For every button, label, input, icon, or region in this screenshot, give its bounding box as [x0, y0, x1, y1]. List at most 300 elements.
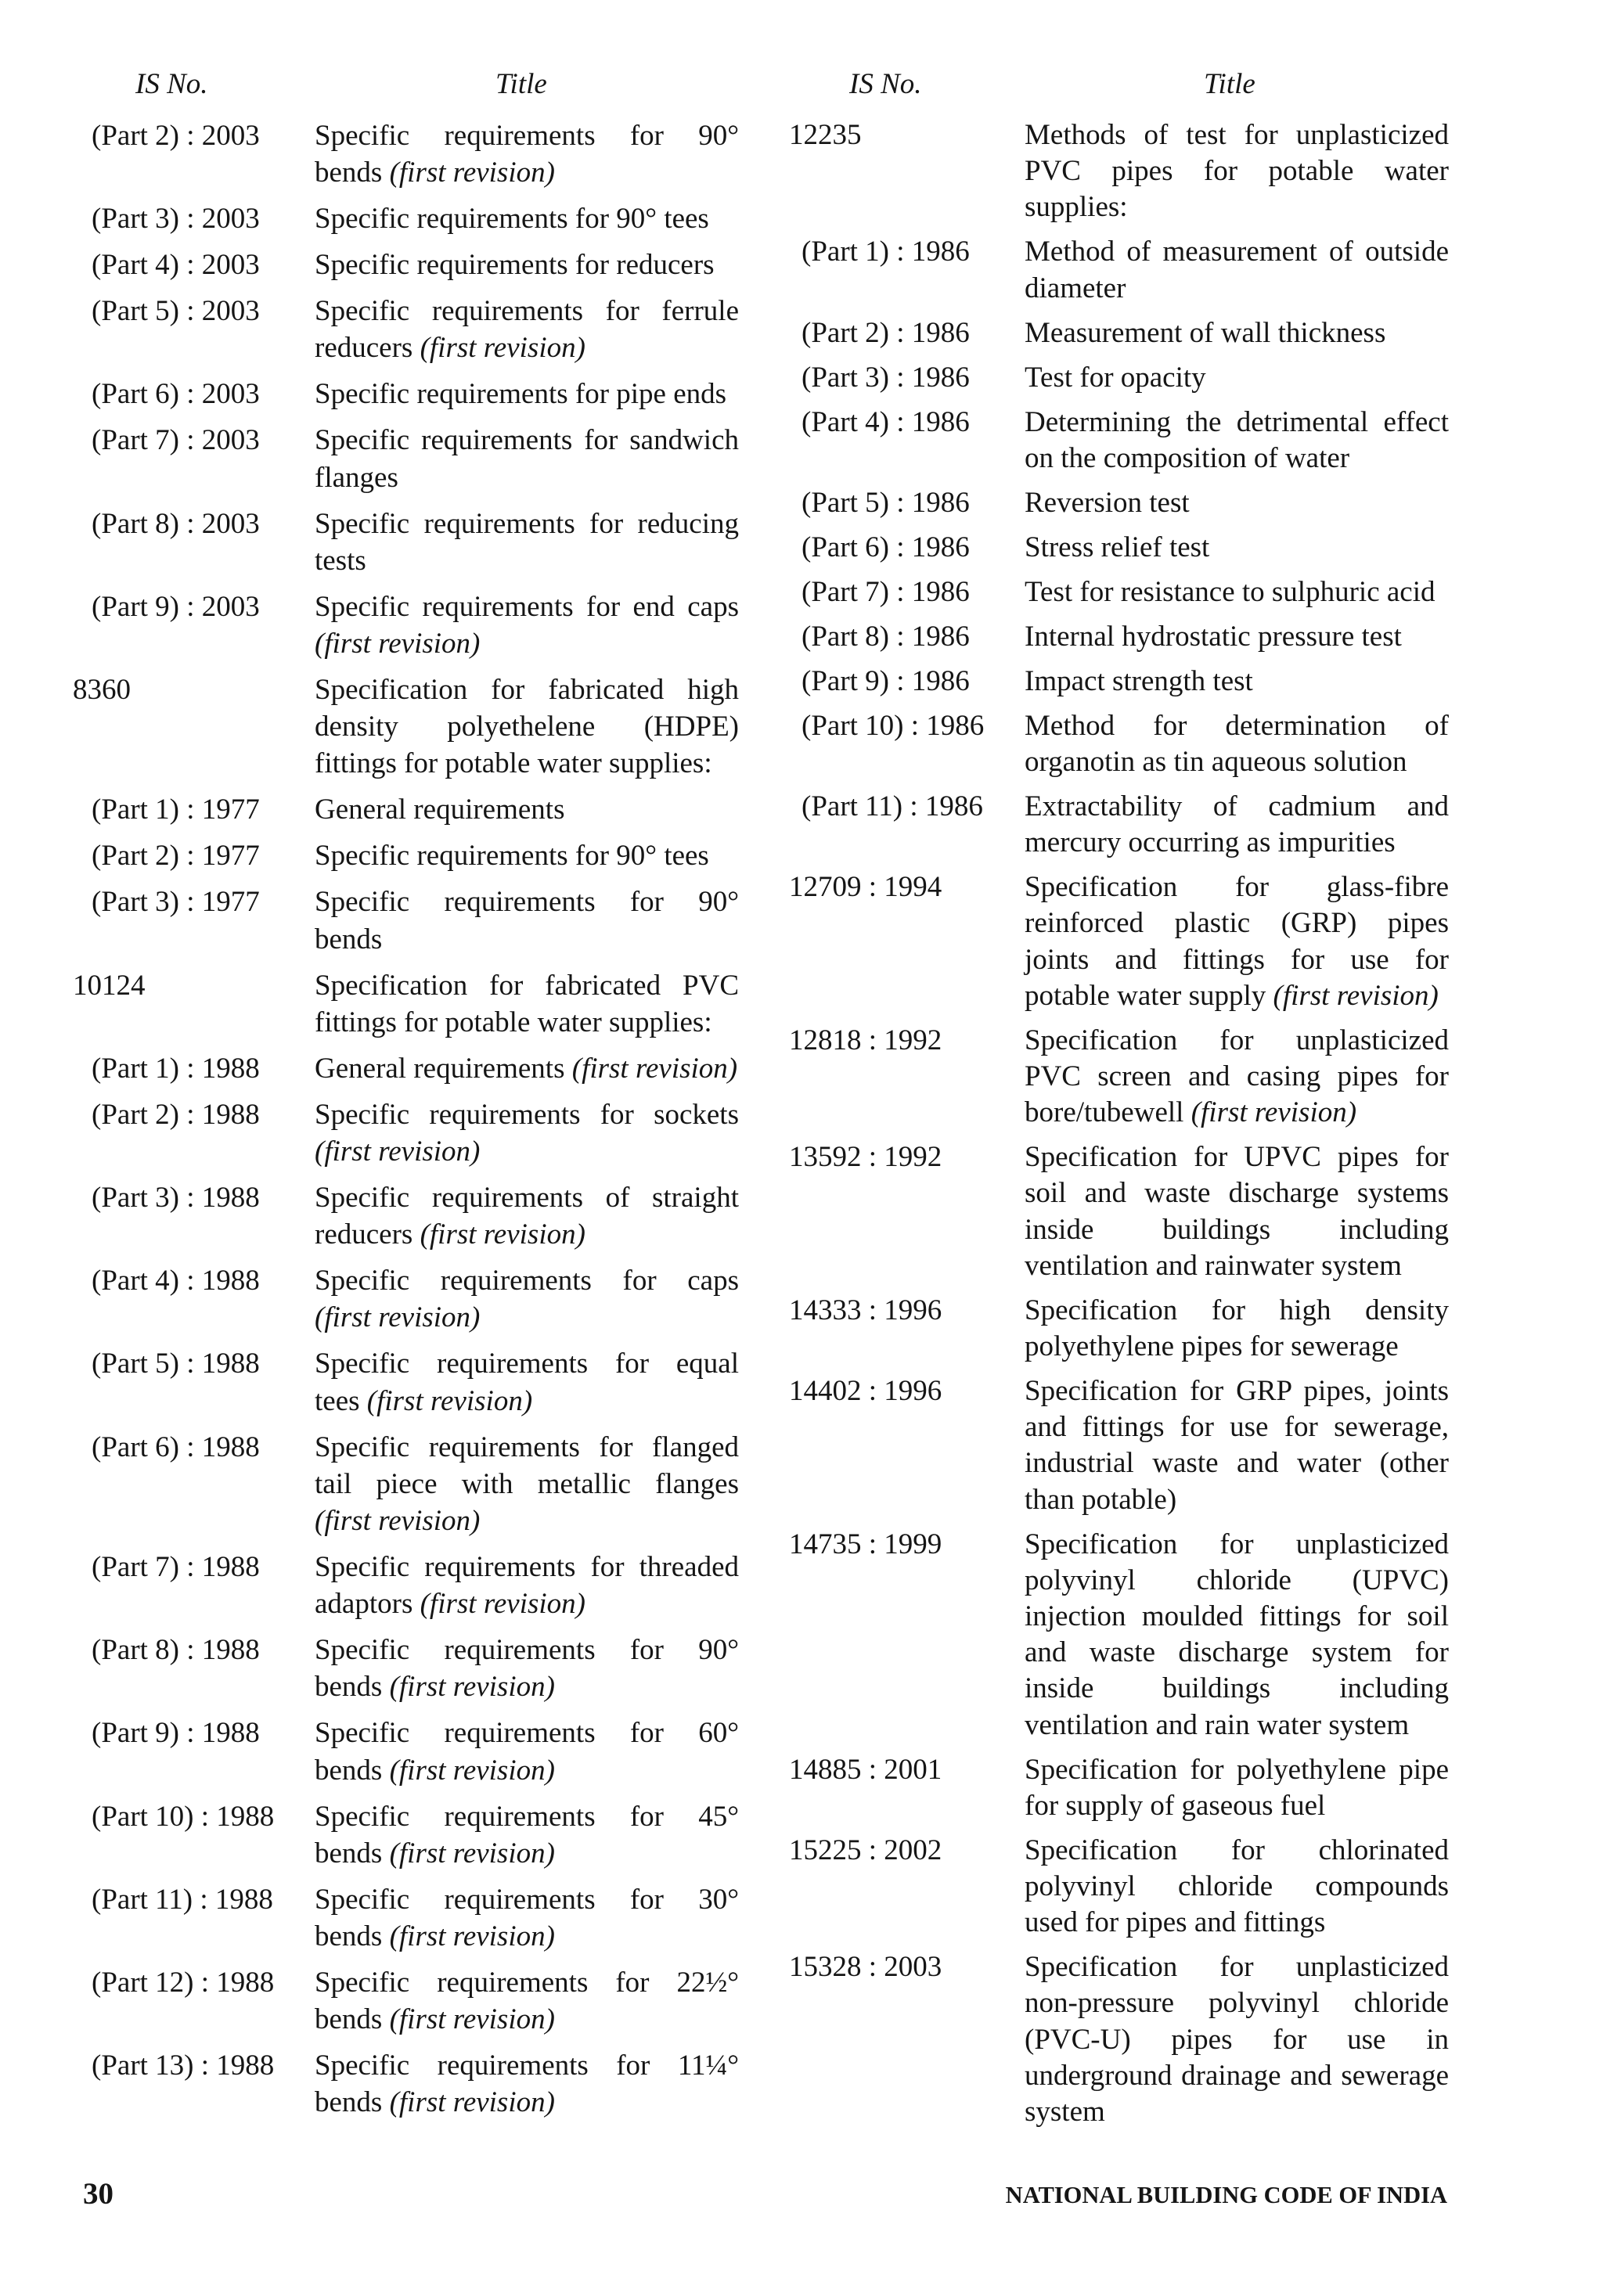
title-text: Reversion test — [1025, 486, 1190, 519]
title-text: bends — [315, 157, 383, 189]
title-line — [1025, 1023, 1449, 1059]
standard-entry — [783, 1527, 1597, 1744]
title-line — [315, 1299, 739, 1336]
left-standards-column — [0, 117, 783, 2130]
standard-entry — [0, 376, 783, 412]
title-line — [315, 1179, 739, 1216]
title-line — [1025, 153, 1449, 189]
standard-title — [315, 1632, 739, 1705]
title-line — [315, 506, 739, 542]
title-line — [1025, 942, 1449, 978]
standard-entry — [783, 574, 1597, 610]
title-text: Specification for fabricated PVC — [315, 969, 739, 1002]
title-text: General requirements — [315, 1052, 565, 1085]
standard-entry — [783, 1293, 1597, 1365]
standard-title — [1025, 1139, 1449, 1284]
title-line — [315, 921, 739, 958]
title-line — [1025, 1059, 1449, 1095]
title-line — [315, 542, 739, 579]
is-number: 14885 : 2001 — [789, 1753, 942, 1786]
title-text: Specific requirements for 22½° — [315, 1967, 739, 1999]
is-number: (Part 10) : 1988 — [92, 1800, 275, 1833]
title-text: flanges — [315, 461, 398, 494]
is-number: (Part 5) : 1988 — [92, 1348, 260, 1380]
standard-title — [1025, 1293, 1449, 1365]
standard-entry — [783, 117, 1597, 226]
title-text: supplies: — [1025, 191, 1128, 224]
title-text: Specification for chlorinated — [1025, 1834, 1449, 1866]
title-line — [315, 1345, 739, 1382]
standard-title — [315, 117, 739, 191]
title-text: Specific requirements for threaded — [315, 1551, 739, 1584]
column-header-is-no-left: IS No. — [135, 68, 208, 100]
title-text: and waste discharge system for — [1025, 1636, 1449, 1669]
title-line — [315, 1096, 739, 1133]
title-text: Specification for unplasticized — [1025, 1528, 1449, 1560]
title-text: Specific requirements for equal — [315, 1348, 739, 1380]
standard-entry — [0, 671, 783, 783]
title-text: Specific requirements for 90° — [315, 120, 739, 152]
title-text: mercury occurring as impurities — [1025, 826, 1396, 859]
title-text: Methods of test for unplasticized — [1025, 119, 1449, 151]
publication-title: NATIONAL BUILDING CODE OF INDIA — [1005, 2182, 1447, 2208]
standard-title — [315, 837, 739, 874]
is-number: 15225 : 2002 — [789, 1834, 942, 1866]
title-line — [1025, 664, 1449, 700]
standard-title — [315, 1179, 739, 1253]
title-text: bends — [315, 1837, 383, 1870]
standard-title — [1025, 485, 1449, 521]
standard-entry — [783, 1949, 1597, 2130]
is-number: (Part 10) : 1986 — [802, 709, 985, 742]
title-text: Specific requirements for 11¼° — [315, 2049, 739, 2082]
title-text: for supply of gaseous fuel — [1025, 1789, 1326, 1822]
title-text: Measurement of wall thickness — [1025, 316, 1386, 349]
title-line — [1025, 619, 1449, 655]
title-line — [1025, 1175, 1449, 1211]
column-header-title-right: Title — [1204, 68, 1255, 100]
is-number: (Part 13) : 1988 — [92, 2049, 275, 2082]
title-text: Specific requirements for flanged — [315, 1431, 739, 1463]
standard-entry — [0, 1798, 783, 1872]
title-text: polyvinyl chloride (UPVC) — [1025, 1564, 1449, 1596]
standard-entry — [0, 588, 783, 662]
title-line — [315, 588, 739, 625]
title-text: reducers — [315, 1218, 413, 1251]
title-line — [1025, 1599, 1449, 1635]
title-line — [315, 1502, 739, 1539]
standard-entry — [0, 1715, 783, 1788]
is-number: 14402 : 1996 — [789, 1375, 942, 1408]
standard-title — [1025, 530, 1449, 566]
is-number: (Part 1) : 1986 — [802, 236, 970, 268]
title-line — [1025, 1708, 1449, 1744]
is-number: (Part 5) : 1986 — [802, 486, 970, 519]
standard-entry — [783, 708, 1597, 780]
standard-entry — [0, 117, 783, 191]
title-text: diameter — [1025, 272, 1126, 304]
is-number: (Part 3) : 1986 — [802, 361, 970, 394]
title-line — [1025, 1905, 1449, 1941]
title-line — [1025, 2058, 1449, 2094]
is-number: (Part 2) : 1977 — [92, 840, 260, 873]
standard-title — [315, 1096, 739, 1170]
standard-title — [1025, 789, 1449, 861]
title-text: Specific requirements for 60° — [315, 1717, 739, 1750]
title-line — [315, 1585, 739, 1622]
title-text: Specific requirements for 30° — [315, 1883, 739, 1916]
is-number: (Part 12) : 1988 — [92, 1967, 275, 1999]
title-line — [315, 1964, 739, 2001]
title-line — [1025, 441, 1449, 477]
title-text: Specific requirements for reducing — [315, 507, 739, 540]
title-text: Specification for glass-fibre — [1025, 871, 1449, 904]
title-text: reducers — [315, 332, 413, 365]
title-text: General requirements — [315, 794, 565, 826]
is-number: 13592 : 1992 — [789, 1141, 942, 1174]
title-text: bends — [315, 923, 383, 955]
revision-note: (first revision) — [420, 1218, 585, 1251]
revision-note: (first revision) — [315, 1135, 481, 1168]
title-text: bends — [315, 2003, 383, 2036]
standard-entry — [0, 2047, 783, 2121]
title-text: soil and waste discharge systems — [1025, 1177, 1449, 1210]
standard-title — [1025, 405, 1449, 477]
standard-entry — [0, 1262, 783, 1336]
title-line — [1025, 189, 1449, 225]
is-number: (Part 4) : 2003 — [92, 249, 260, 282]
title-text: (PVC-U) pipes for use in — [1025, 2023, 1449, 2056]
is-number: (Part 8) : 1986 — [802, 620, 970, 653]
title-line — [1025, 708, 1449, 744]
title-line — [315, 883, 739, 920]
title-line — [315, 1715, 739, 1751]
standard-title — [315, 1715, 739, 1788]
column-header-is-no-right: IS No. — [849, 68, 922, 100]
standard-entry — [0, 1050, 783, 1087]
title-text: on the composition of water — [1025, 441, 1350, 474]
is-number: (Part 1) : 1988 — [92, 1052, 260, 1085]
title-line — [1025, 2094, 1449, 2130]
title-line — [315, 117, 739, 154]
standard-title — [1025, 1023, 1449, 1132]
standard-title — [315, 1345, 739, 1419]
standard-title — [315, 1964, 739, 2038]
revision-note: (first revision) — [389, 2003, 555, 2036]
revision-note: (first revision) — [389, 1671, 555, 1704]
standard-title — [315, 506, 739, 579]
title-line — [1025, 234, 1449, 270]
is-number: (Part 3) : 1977 — [92, 886, 260, 919]
title-line — [1025, 530, 1449, 566]
title-line — [315, 2084, 739, 2121]
title-line — [1025, 1445, 1449, 1481]
title-text: Specification for fabricated high — [315, 674, 739, 707]
standard-title — [315, 1549, 739, 1622]
revision-note: (first revision) — [420, 1588, 585, 1621]
title-line — [315, 1429, 739, 1466]
is-number: (Part 11) : 1986 — [802, 790, 983, 823]
title-line — [1025, 315, 1449, 351]
title-line — [315, 791, 739, 828]
standard-title — [1025, 117, 1449, 226]
title-text: polyethylene pipes for sewerage — [1025, 1330, 1399, 1363]
is-number: (Part 8) : 2003 — [92, 507, 260, 540]
title-text: tail piece with metallic flanges — [315, 1467, 739, 1500]
revision-note: (first revision) — [389, 1920, 555, 1953]
title-line — [315, 1632, 739, 1668]
title-line — [1025, 1635, 1449, 1671]
title-text: Method for determination of — [1025, 709, 1449, 742]
title-text: used for pipes and fittings — [1025, 1906, 1326, 1939]
title-text: Specific requirements for pipe ends — [315, 378, 727, 411]
title-line — [1025, 1985, 1449, 2021]
title-text: polyvinyl chloride compounds — [1025, 1870, 1449, 1903]
title-text: Specific requirements for 90° — [315, 1634, 739, 1667]
title-text: Impact strength test — [1025, 664, 1253, 697]
title-line — [1025, 744, 1449, 780]
title-line — [1025, 1329, 1449, 1365]
revision-note: (first revision) — [315, 1505, 481, 1538]
title-line — [1025, 1869, 1449, 1905]
title-line — [1025, 1409, 1449, 1445]
standard-title — [315, 588, 739, 662]
title-text: organotin as tin aqueous solution — [1025, 746, 1407, 779]
title-line — [1025, 1212, 1449, 1248]
standard-entry — [0, 1549, 783, 1622]
standard-entry — [783, 1023, 1597, 1132]
standard-entry — [783, 234, 1597, 306]
is-number: (Part 3) : 2003 — [92, 203, 260, 236]
title-line — [315, 1798, 739, 1835]
standard-entry — [0, 837, 783, 874]
title-text: Specific requirements for 45° — [315, 1800, 739, 1833]
standard-entry — [783, 315, 1597, 351]
title-line — [1025, 1671, 1449, 1707]
standard-title — [315, 1262, 739, 1336]
title-line — [1025, 789, 1449, 825]
standard-entry — [0, 1345, 783, 1419]
title-text: Extractability of cadmium and — [1025, 790, 1449, 823]
title-line — [1025, 1949, 1449, 1985]
standard-entry — [0, 1179, 783, 1253]
standard-entry — [783, 869, 1597, 1014]
title-text: Specification for GRP pipes, joints — [1025, 1375, 1449, 1408]
standard-title — [315, 293, 739, 366]
is-number: (Part 9) : 1988 — [92, 1717, 260, 1750]
revision-note: (first revision) — [571, 1052, 738, 1085]
title-line — [315, 1835, 739, 1872]
standard-title — [1025, 574, 1449, 610]
title-text: system — [1025, 2096, 1105, 2129]
is-number: 12235 — [789, 119, 862, 151]
is-number: (Part 8) : 1988 — [92, 1634, 260, 1667]
standard-title — [315, 791, 739, 828]
title-text: Specific requirements for 90° tees — [315, 840, 709, 873]
title-text: reinforced plastic (GRP) pipes — [1025, 907, 1449, 940]
title-text: underground drainage and sewerage — [1025, 2059, 1449, 2092]
title-text: adaptors — [315, 1588, 413, 1621]
standard-entry — [783, 619, 1597, 655]
standard-title — [315, 2047, 739, 2121]
title-line — [315, 1668, 739, 1705]
revision-note: (first revision) — [315, 1301, 481, 1334]
standard-entry — [783, 360, 1597, 396]
is-number: 14333 : 1996 — [789, 1294, 942, 1326]
title-line — [315, 2001, 739, 2038]
standard-title — [1025, 869, 1449, 1014]
title-text: Specific requirements for caps — [315, 1265, 739, 1297]
standard-title — [1025, 234, 1449, 306]
revision-note: (first revision) — [1191, 1096, 1357, 1129]
title-text: potable water supply — [1025, 979, 1266, 1012]
standard-entry — [783, 1752, 1597, 1824]
title-text: bore/tubewell — [1025, 1096, 1184, 1129]
title-line — [315, 708, 739, 745]
standard-title — [1025, 1373, 1449, 1518]
standard-title — [315, 1881, 739, 1955]
is-number: 10124 — [73, 969, 146, 1002]
is-number: (Part 6) : 2003 — [92, 378, 260, 411]
title-line — [315, 1262, 739, 1299]
title-text: tees — [315, 1384, 360, 1417]
standard-entry — [0, 1096, 783, 1170]
is-number: (Part 7) : 2003 — [92, 424, 260, 457]
is-number: (Part 2) : 1988 — [92, 1098, 260, 1131]
standard-entry — [783, 1833, 1597, 1942]
is-number: (Part 11) : 1988 — [92, 1883, 273, 1916]
title-text: joints and fittings for use for — [1025, 943, 1449, 976]
title-line — [1025, 1752, 1449, 1788]
standard-title — [315, 1798, 739, 1872]
is-number: (Part 1) : 1977 — [92, 794, 260, 826]
standard-entry — [783, 789, 1597, 861]
title-line — [1025, 1833, 1449, 1869]
title-line — [1025, 905, 1449, 941]
title-line — [1025, 405, 1449, 441]
standard-title — [315, 1429, 739, 1540]
title-text: PVC screen and casing pipes for — [1025, 1060, 1449, 1093]
standard-title — [1025, 664, 1449, 700]
title-text: bends — [315, 1754, 383, 1787]
title-text: Test for opacity — [1025, 361, 1206, 394]
title-text: and fittings for use for sewerage, — [1025, 1411, 1449, 1444]
title-text: ventilation and rain water system — [1025, 1708, 1410, 1741]
revision-note: (first revision) — [315, 628, 481, 660]
title-text: Specific requirements for ferrule — [315, 295, 739, 328]
title-line — [1025, 1095, 1449, 1131]
standard-title — [315, 200, 739, 237]
standard-entry — [783, 405, 1597, 477]
standard-entry — [0, 1964, 783, 2038]
revision-note: (first revision) — [1273, 979, 1439, 1012]
title-line — [1025, 360, 1449, 396]
title-text: fittings for potable water supplies: — [315, 747, 712, 780]
title-text: inside buildings including — [1025, 1213, 1449, 1246]
title-line — [315, 967, 739, 1004]
title-line — [315, 247, 739, 283]
title-line — [1025, 117, 1449, 153]
title-line — [315, 154, 739, 191]
title-text: fittings for potable water supplies: — [315, 1006, 712, 1038]
title-line — [315, 329, 739, 366]
standard-entry — [0, 247, 783, 283]
title-line — [315, 1004, 739, 1041]
standard-title — [315, 967, 739, 1041]
title-line — [315, 1216, 739, 1253]
title-line — [315, 1383, 739, 1420]
title-line — [315, 422, 739, 459]
standard-title — [315, 1050, 739, 1087]
standard-title — [315, 247, 739, 283]
title-line — [315, 200, 739, 237]
standard-entry — [0, 422, 783, 495]
revision-note: (first revision) — [420, 332, 585, 365]
title-line — [315, 1918, 739, 1955]
title-line — [315, 1133, 739, 1170]
title-text: bends — [315, 2086, 383, 2119]
title-text: density polyethelene (HDPE) — [315, 711, 739, 743]
title-line — [1025, 825, 1449, 861]
title-text: Specification for unplasticized — [1025, 1951, 1449, 1984]
title-text: Specific requirements for reducers — [315, 249, 715, 282]
is-number: (Part 9) : 1986 — [802, 664, 970, 697]
standard-title — [315, 376, 739, 412]
standard-title — [315, 671, 739, 783]
title-text: Specific requirements for 90° — [315, 886, 739, 919]
title-text: Specific requirements of straight — [315, 1182, 739, 1215]
title-line — [315, 1881, 739, 1918]
title-text: bends — [315, 1671, 383, 1704]
title-text: Specific requirements for sandwich — [315, 424, 739, 457]
title-line — [1025, 1293, 1449, 1329]
is-number: (Part 7) : 1986 — [802, 575, 970, 608]
standard-entry — [783, 664, 1597, 700]
title-line — [1025, 1373, 1449, 1409]
standard-entry — [0, 200, 783, 237]
is-number: (Part 3) : 1988 — [92, 1182, 260, 1215]
title-text: Specification for high density — [1025, 1294, 1449, 1326]
is-number: (Part 2) : 1986 — [802, 316, 970, 349]
is-number: 8360 — [73, 674, 131, 707]
is-number: (Part 6) : 1986 — [802, 531, 970, 563]
title-text: Method of measurement of outside — [1025, 236, 1449, 268]
revision-note: (first revision) — [389, 1837, 555, 1870]
title-text: Specification for UPVC pipes for — [1025, 1141, 1449, 1174]
standard-title — [315, 883, 739, 957]
is-number: (Part 6) : 1988 — [92, 1431, 260, 1463]
title-text: Specific requirements for end caps — [315, 590, 739, 623]
title-text: Specification for unplasticized — [1025, 1024, 1449, 1056]
standard-title — [1025, 708, 1449, 780]
title-text: ventilation and rainwater system — [1025, 1249, 1402, 1282]
title-line — [315, 1752, 739, 1789]
title-text: Specific requirements for 90° tees — [315, 203, 709, 236]
is-number: (Part 2) : 2003 — [92, 120, 260, 152]
is-number: 14735 : 1999 — [789, 1528, 942, 1560]
standard-entry — [0, 293, 783, 366]
is-number: (Part 7) : 1988 — [92, 1551, 260, 1584]
title-text: Determining the detrimental effect — [1025, 405, 1449, 438]
title-line — [315, 671, 739, 708]
page-number: 30 — [83, 2177, 113, 2211]
standard-title — [1025, 1833, 1449, 1942]
title-text: than potable) — [1025, 1483, 1177, 1516]
title-line — [315, 2047, 739, 2084]
title-line — [1025, 1527, 1449, 1563]
standard-title — [1025, 619, 1449, 655]
right-standards-column — [783, 117, 1597, 2139]
